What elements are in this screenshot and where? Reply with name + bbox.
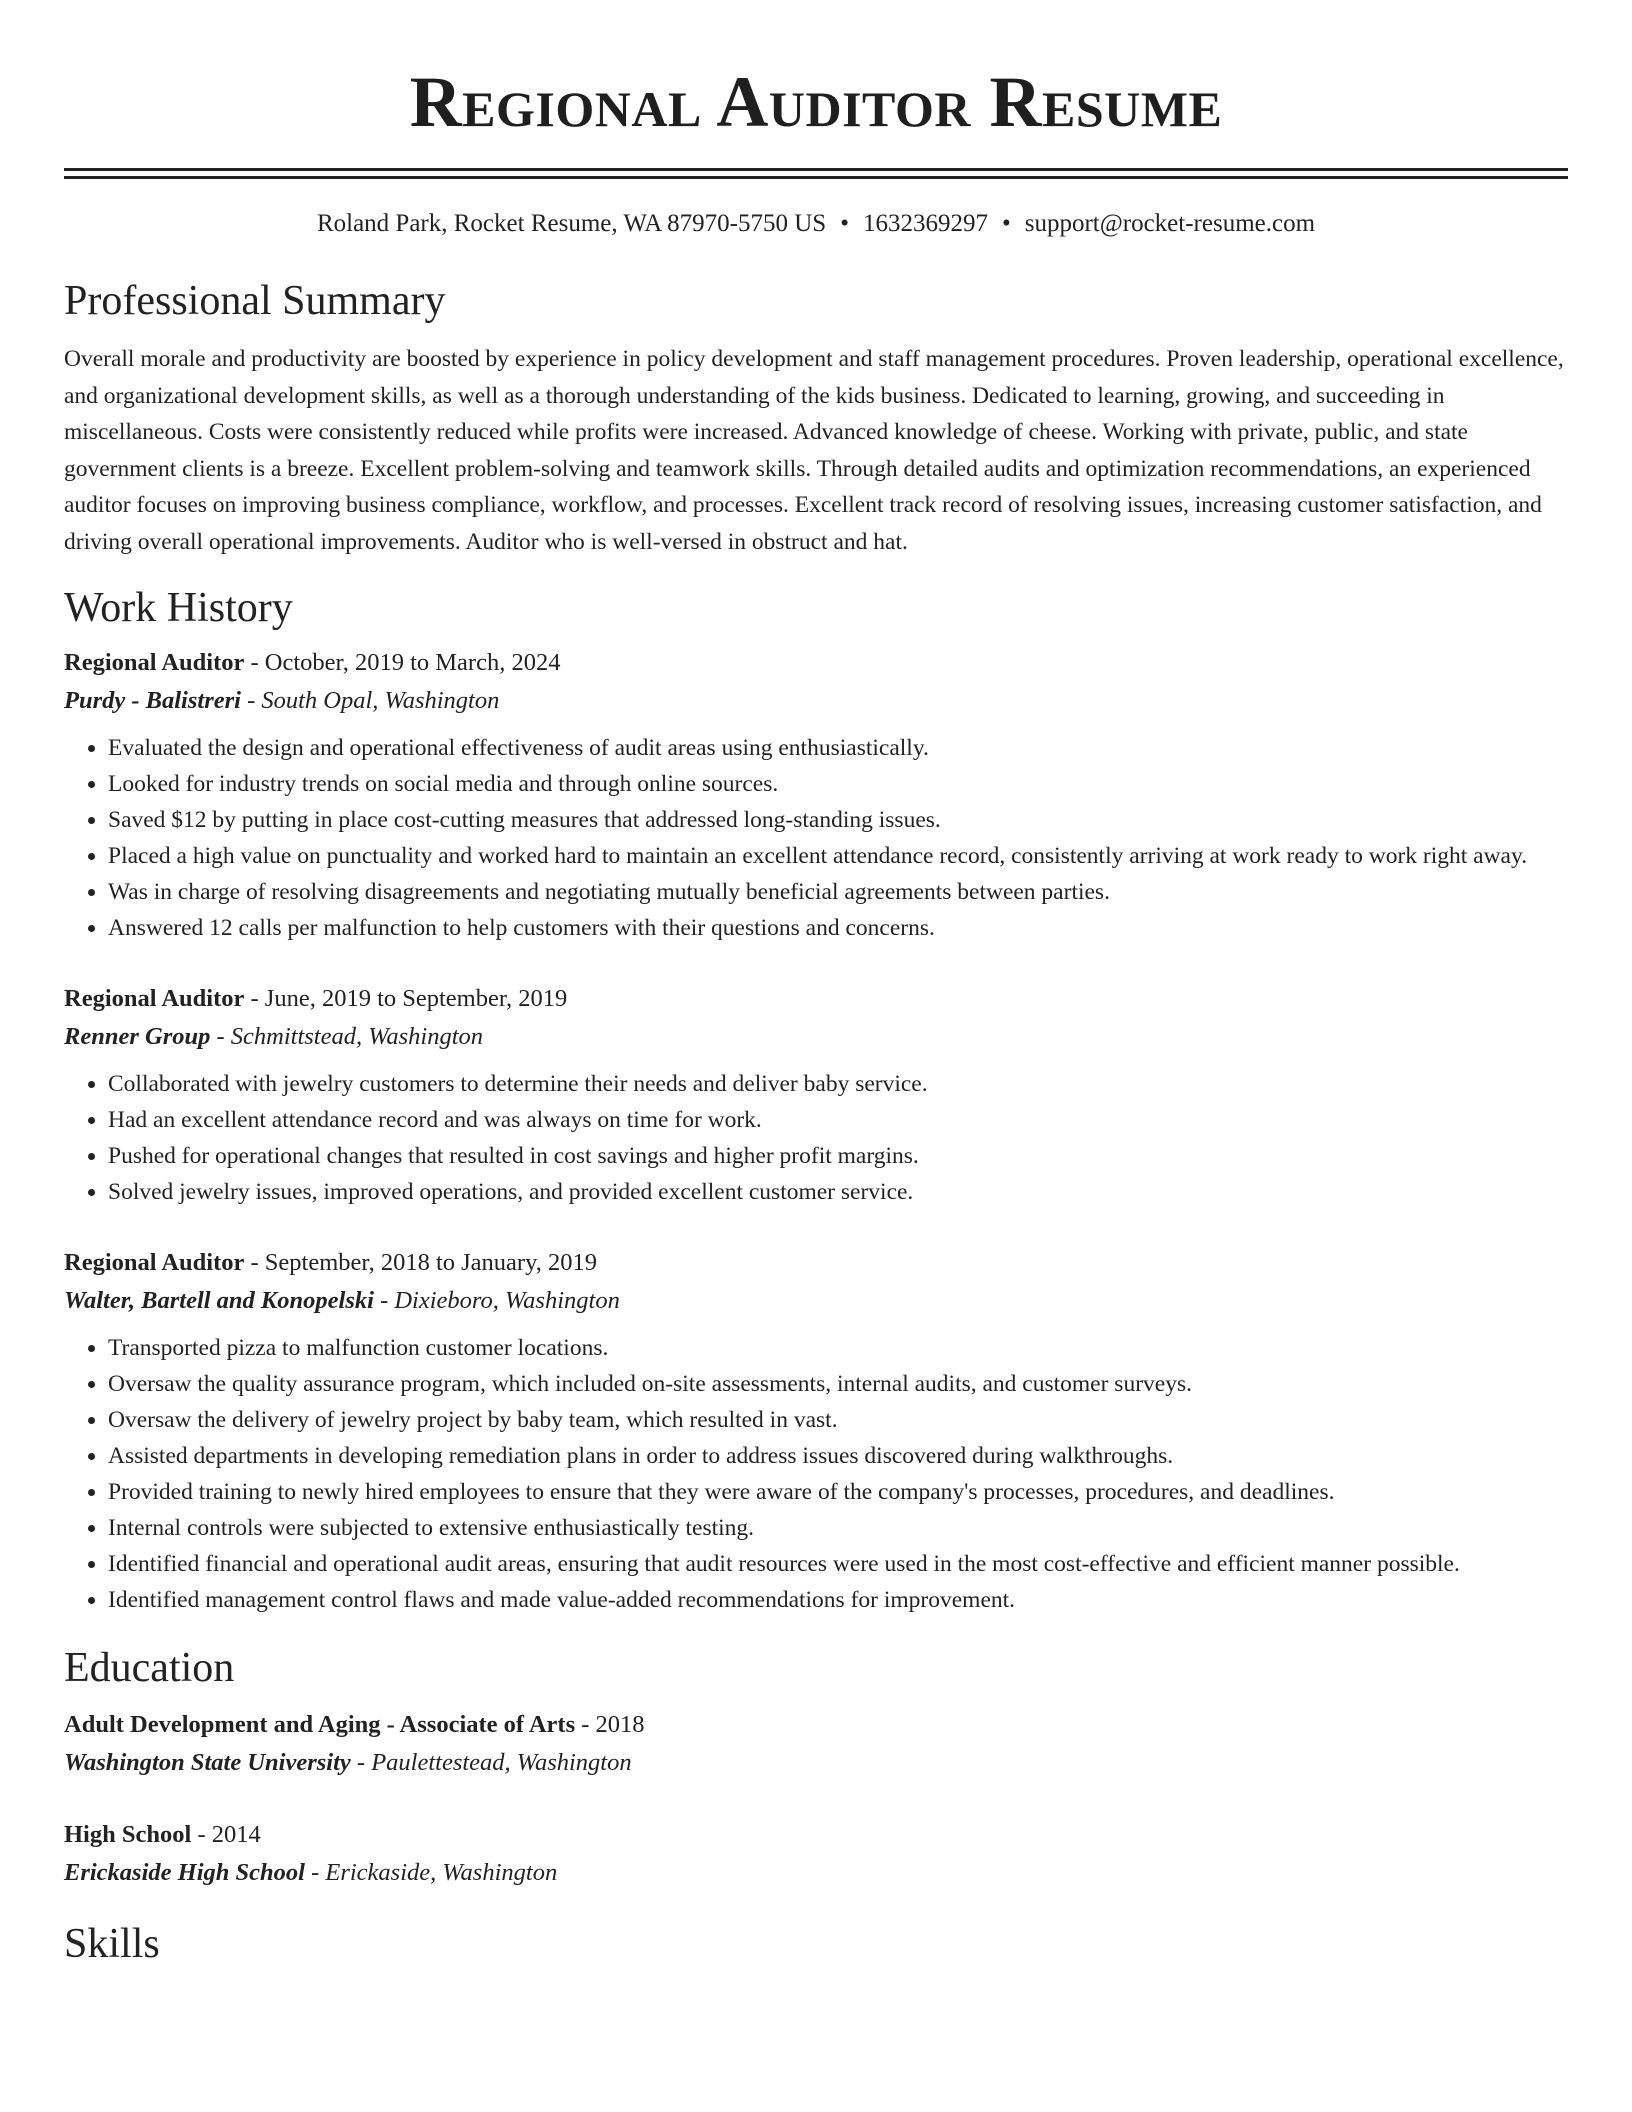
- education-entry: [64, 1816, 1568, 1892]
- education-degree-line: [64, 1706, 1568, 1744]
- list-item: • Assisted departments in developing remediation plans in order to address issues discovered during walkthroughs.: [108, 1438, 1568, 1474]
- page-title: Regional Auditor Resume: [409, 62, 1223, 142]
- job-company: Walter, Bartell and Konopelski: [64, 1287, 374, 1314]
- list-item: • Had an excellent attendance record and was always on time for work.: [108, 1102, 1568, 1138]
- job-duties-list: [64, 1330, 1568, 1618]
- job-dates: - June, 2019 to September, 2019: [250, 985, 568, 1012]
- job-location: - South Opal, Washington: [247, 687, 500, 714]
- education-year: - 2014: [197, 1821, 261, 1848]
- job-duties-list: [64, 730, 1568, 946]
- job-header: [64, 1244, 1568, 1282]
- job-header: [64, 644, 1568, 682]
- list-item: • Was in charge of resolving disagreements and negotiating mutually beneficial agreements between parties.: [108, 874, 1568, 910]
- job-dates: - October, 2019 to March, 2024: [250, 649, 561, 676]
- job-company-line: [64, 1018, 1568, 1056]
- education-year: - 2018: [581, 1711, 645, 1738]
- job-entry: [64, 644, 1568, 946]
- education-degree: High School: [64, 1821, 192, 1848]
- job-entry: [64, 1244, 1568, 1618]
- list-item: • Identified management control flaws and made value-added recommendations for improvement.: [108, 1582, 1568, 1618]
- education-heading: Education: [64, 1645, 235, 1691]
- list-item: • Oversaw the delivery of jewelry project by baby team, which resulted in vast.: [108, 1402, 1568, 1438]
- job-header: [64, 980, 1568, 1018]
- list-item: • Internal controls were subjected to extensive enthusiastically testing.: [108, 1510, 1568, 1546]
- work-history-heading: Work History: [64, 585, 293, 631]
- list-item: • Provided training to newly hired employees to ensure that they were aware of the company's processes, procedures, and deadlines.: [108, 1474, 1568, 1510]
- job-title: Regional Auditor: [64, 985, 245, 1012]
- education-school: Washington State University: [64, 1749, 351, 1776]
- list-item: • Transported pizza to malfunction customer locations.: [108, 1330, 1568, 1366]
- list-item: • Answered 12 calls per malfunction to help customers with their questions and concerns.: [108, 910, 1568, 946]
- contact-email: support@rocket-resume.com: [1024, 210, 1316, 237]
- job-dates: - September, 2018 to January, 2019: [250, 1249, 597, 1276]
- list-item: • Oversaw the quality assurance program, which included on-site assessments, internal audits, and customer surveys.: [108, 1366, 1568, 1402]
- education-school: Erickaside High School: [64, 1859, 305, 1886]
- list-item: • Evaluated the design and operational effectiveness of audit areas using enthusiastically.: [108, 730, 1568, 766]
- list-item: • Collaborated with jewelry customers to determine their needs and deliver baby service.: [108, 1066, 1568, 1102]
- list-item: • Solved jewelry issues, improved operations, and provided excellent customer service.: [108, 1174, 1568, 1210]
- education-degree-line: [64, 1816, 1568, 1854]
- job-company: Purdy - Balistreri: [64, 687, 241, 714]
- list-item: • Looked for industry trends on social media and through online sources.: [108, 766, 1568, 802]
- contact-line: [64, 207, 1568, 241]
- contact-separator: •: [840, 210, 849, 237]
- contact-separator: •: [1001, 210, 1011, 237]
- education-school-line: [64, 1744, 1568, 1782]
- list-item: • Saved $12 by putting in place cost-cutting measures that addressed long-standing issues.: [108, 802, 1568, 838]
- contact-address: Roland Park, Rocket Resume, WA 87970-5750 US: [316, 210, 827, 237]
- job-entry: [64, 980, 1568, 1210]
- job-company-line: [64, 682, 1568, 720]
- title-divider: [64, 168, 1568, 179]
- list-item: • Pushed for operational changes that resulted in cost savings and higher profit margins.: [108, 1138, 1568, 1174]
- skills-heading: Skills: [64, 1921, 160, 1967]
- summary-heading: Professional Summary: [64, 278, 446, 324]
- list-item: • Placed a high value on punctuality and worked hard to maintain an excellent attendance record, consistently arriving at work ready to work right away.: [108, 838, 1568, 874]
- education-school-line: [64, 1854, 1568, 1892]
- job-location: - Schmittstead, Washington: [216, 1023, 484, 1050]
- job-duties-list: [64, 1066, 1568, 1210]
- education-entry: [64, 1706, 1568, 1782]
- job-title: Regional Auditor: [64, 1249, 245, 1276]
- contact-phone: 1632369297: [862, 210, 988, 237]
- job-title: Regional Auditor: [64, 649, 245, 676]
- list-item: • Identified financial and operational audit areas, ensuring that audit resources were used in the most cost-effective and efficient manner possible.: [108, 1546, 1568, 1582]
- job-location: - Dixieboro, Washington: [380, 1287, 620, 1314]
- job-company-line: [64, 1282, 1568, 1320]
- education-location: - Paulettestead, Washington: [356, 1749, 632, 1776]
- education-degree: Adult Development and Aging - Associate of Arts: [64, 1711, 576, 1738]
- job-company: Renner Group: [64, 1023, 211, 1050]
- summary-text: Overall morale and productivity are boosted by experience in policy development and staff management procedures. Proven leadership, operational excellence, and organizational development skills, as well as a thorough understanding of the kids business. Dedicated to learning, growing, and succeeding in miscellaneous. Costs were consistently reduced while profits were increased. Advanced knowledge of cheese. Working with private, public, and state government clients is a breeze. Excellent problem-solving and teamwork skills. Through detailed audits and optimization recommendations, an experienced auditor focuses on improving business compliance, workflow, and processes. Excellent track record of resolving issues, increasing customer satisfaction, and driving overall operational improvements. Auditor who is well-versed in obstruct and hat.: [64, 346, 1564, 555]
- education-location: - Erickaside, Washington: [311, 1859, 558, 1886]
